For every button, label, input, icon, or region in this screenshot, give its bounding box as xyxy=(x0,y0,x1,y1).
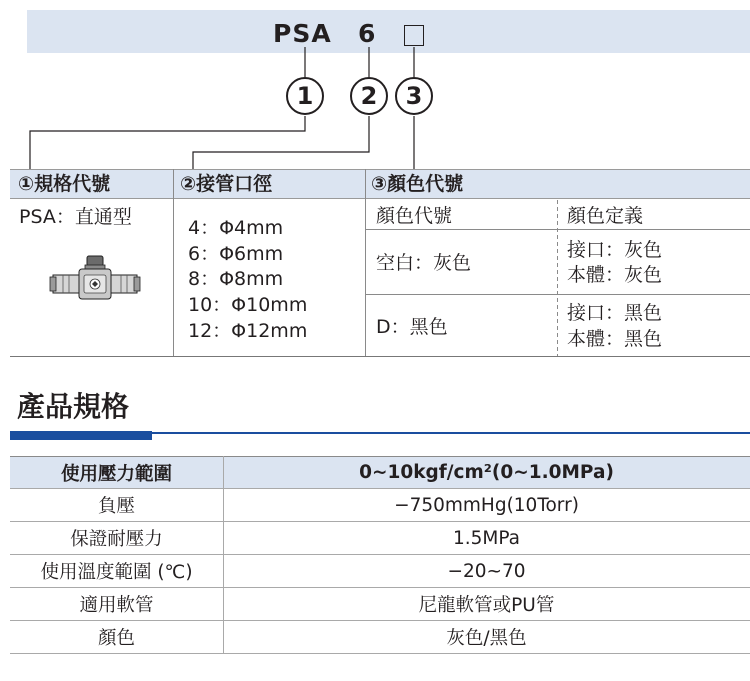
size-option: 6：Φ6mm xyxy=(188,243,284,265)
section-title: 產品規格 xyxy=(17,390,130,423)
size-option: 8：Φ8mm xyxy=(188,268,284,290)
color-code-blank: 空白：灰色 xyxy=(376,252,472,274)
color-definition-line: 接口：灰色 xyxy=(567,239,663,261)
spec-label: 保證耐壓力 xyxy=(70,529,163,550)
size-option: 12：Φ12mm xyxy=(188,320,308,342)
spec-type-label: PSA：直通型 xyxy=(19,206,132,228)
spec-value: −750mmHg(10Torr) xyxy=(394,494,579,516)
spec-table-header-row xyxy=(10,456,750,489)
spec-row xyxy=(10,555,750,588)
color-definition-line: 本體：灰色 xyxy=(567,264,663,286)
color-code-d: D：黑色 xyxy=(376,316,448,338)
spec-label: 負壓 xyxy=(97,496,135,517)
spec-value: 尼龍軟管或PU管 xyxy=(418,595,555,616)
spec-value: −20~70 xyxy=(447,560,526,582)
header-color-code: ③顏色代號 xyxy=(371,173,464,195)
fitting-illustration xyxy=(49,253,141,311)
code-size: 6 xyxy=(358,19,377,48)
spec-label: 使用壓力範圍 xyxy=(60,463,172,485)
spec-row xyxy=(10,621,750,654)
code-series: PSA xyxy=(273,19,332,48)
marker-circle-3: 3 xyxy=(395,77,433,115)
header-spec-code: ①規格代號 xyxy=(18,173,111,195)
spec-row xyxy=(10,588,750,621)
spec-label: 使用溫度範圍 (℃) xyxy=(40,562,193,583)
spec-value: 1.5MPa xyxy=(452,527,521,549)
spec-row xyxy=(10,489,750,522)
spec-row xyxy=(10,522,750,555)
color-definition-line: 接口：黑色 xyxy=(567,302,663,324)
spec-table-divider xyxy=(223,456,224,654)
section-rule-accent xyxy=(10,431,152,440)
size-option: 10：Φ10mm xyxy=(188,294,308,316)
size-option: 4：Φ4mm xyxy=(188,217,284,239)
color-definition-line: 本體：黑色 xyxy=(567,328,663,350)
spec-value: 0~10kgf/cm²(0~1.0MPa) xyxy=(359,462,614,483)
color-col-header-code: 顏色代號 xyxy=(376,205,453,227)
spec-value: 灰色/黑色 xyxy=(446,628,527,649)
marker-circle-1: 1 xyxy=(286,77,324,115)
header-pipe-size: ②接管口徑 xyxy=(180,173,273,195)
spec-label: 顏色 xyxy=(97,628,135,649)
color-col-header-definition: 顏色定義 xyxy=(567,205,644,227)
spec-label: 適用軟管 xyxy=(79,595,154,616)
marker-circle-2: 2 xyxy=(350,77,388,115)
